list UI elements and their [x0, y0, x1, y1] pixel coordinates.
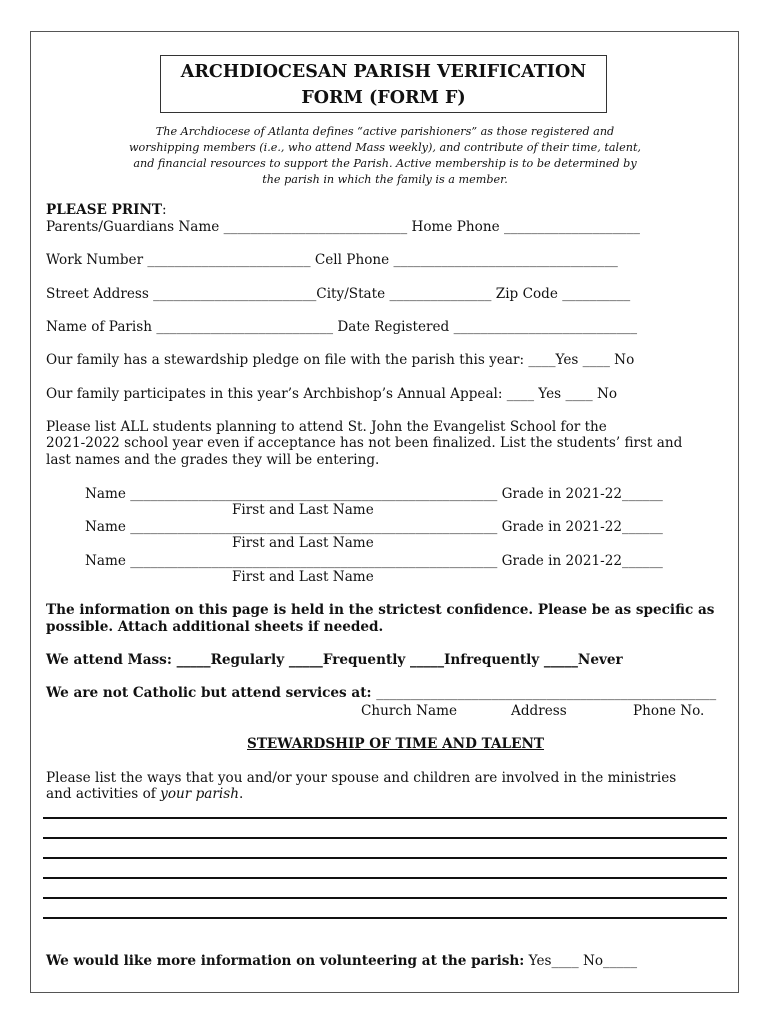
intro-line: the parish in which the family is a member. [262, 173, 508, 186]
intro-line: The Archdiocese of Atlanta defines “active parishioners” as those registered and [155, 125, 615, 138]
address-caption: Address [511, 703, 567, 719]
answer-line-3[interactable] [43, 857, 727, 859]
stewardship-text: and activities of [46, 786, 161, 802]
students-instructions-2: 2021-2022 school year even if acceptance has not been finalized. List the students’ first and [46, 435, 683, 451]
stewardship-heading: STEWARDSHIP OF TIME AND TALENT [247, 736, 545, 752]
your-parish-text: your parish [160, 786, 239, 802]
student-caption-3: First and Last Name [232, 569, 374, 585]
student-row-2[interactable]: Name ______________________________________________________ Grade in 2021-22______ [85, 519, 663, 535]
title-line-1: ARCHDIOCESAN PARISH VERIFICATION [180, 62, 587, 82]
not-catholic-blank[interactable]: __________________________________________________ [376, 685, 717, 701]
annual-appeal-field[interactable]: Our family participates in this year’s Archbishop’s Annual Appeal: ____ Yes ____ No [46, 386, 618, 402]
form-title [160, 55, 607, 113]
student-caption-1: First and Last Name [232, 502, 374, 518]
mass-attendance-field[interactable]: We attend Mass: _____Regularly _____Frequently _____Infrequently _____Never [46, 652, 623, 668]
volunteer-label: We would like more information on volunteering at the parish: [46, 953, 525, 969]
answer-line-4[interactable] [43, 877, 727, 879]
stewardship-instructions-2 [46, 786, 243, 803]
volunteer-choices[interactable]: Yes____ No_____ [524, 953, 638, 969]
church-name-caption: Church Name [361, 703, 458, 719]
please-print-heading [46, 202, 167, 219]
title-line-2: FORM (FORM F) [301, 88, 466, 108]
student-caption-2: First and Last Name [232, 535, 374, 551]
student-row-1[interactable]: Name ______________________________________________________ Grade in 2021-22______ [85, 486, 663, 502]
parents-name-field[interactable]: Parents/Guardians Name ___________________________ Home Phone ____________________ [46, 219, 640, 235]
answer-line-2[interactable] [43, 837, 727, 839]
students-instructions-1: Please list ALL students planning to attend St. John the Evangelist School for the [46, 419, 607, 435]
not-catholic-field[interactable] [46, 685, 716, 702]
answer-line-1[interactable] [43, 817, 727, 819]
answer-line-6[interactable] [43, 917, 727, 919]
street-address-field[interactable]: Street Address ________________________City/State _______________ Zip Code __________ [46, 286, 631, 302]
phone-caption: Phone No. [633, 703, 705, 719]
volunteer-field[interactable] [46, 953, 637, 970]
parish-name-field[interactable]: Name of Parish __________________________ Date Registered ___________________________ [46, 319, 638, 335]
intro-line: and financial resources to support the Parish. Active membership is to be determined by [133, 157, 637, 170]
please-print-label: PLEASE PRINT [46, 202, 163, 218]
answer-line-5[interactable] [43, 897, 727, 899]
students-instructions-3: last names and the grades they will be entering. [46, 452, 380, 468]
stewardship-pledge-field[interactable]: Our family has a stewardship pledge on file with the parish this year: ____Yes ____ No [46, 352, 635, 368]
please-print-colon: : [162, 202, 167, 218]
not-catholic-label: We are not Catholic but attend services at: [46, 685, 377, 701]
intro-line: worshipping members (i.e., who attend Mass weekly), and contribute of their time, talent, [128, 141, 641, 154]
work-number-field[interactable]: Work Number ________________________ Cell Phone _________________________________ [46, 252, 618, 268]
confidence-note-1: The information on this page is held in the strictest confidence. Please be as specific as [46, 602, 715, 618]
stewardship-period: . [238, 786, 244, 802]
student-row-3[interactable]: Name ______________________________________________________ Grade in 2021-22______ [85, 553, 663, 569]
confidence-note-2: possible. Attach additional sheets if needed. [46, 619, 384, 635]
stewardship-instructions-1: Please list the ways that you and/or your spouse and children are involved in the ministries [46, 770, 677, 786]
intro-paragraph [100, 124, 670, 188]
